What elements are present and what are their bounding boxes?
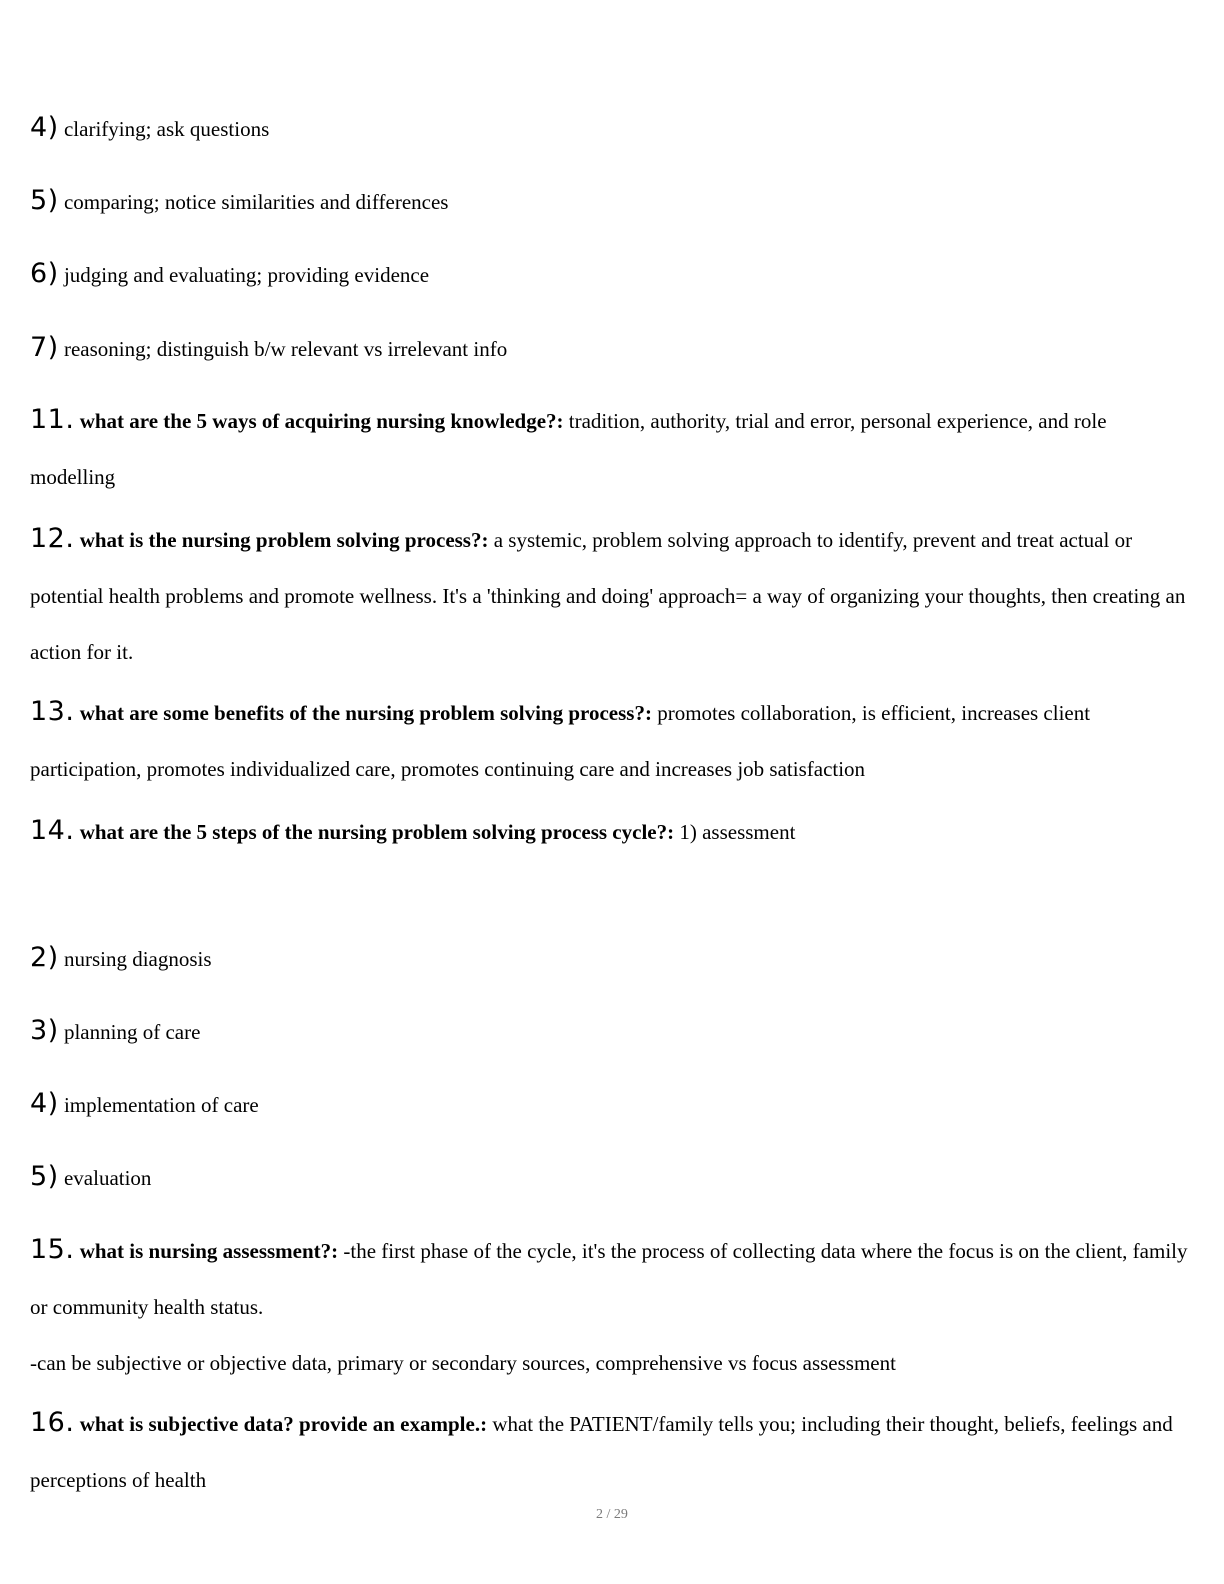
question-text: what is the nursing problem solving process?: [79,528,489,552]
item-number: 2) [30,942,59,973]
item-number: 6) [30,258,59,289]
list-item [30,173,1190,230]
list-item [30,1003,1190,1060]
answer-text: tradition, authority, trial and error, personal experience, and role modelling [30,409,1107,489]
list-item [30,1149,1190,1206]
list-item [30,246,1190,303]
answer-text: -the first phase of the cycle, it's the process of collecting data where the focus is on the client, family or community health status. [30,1239,1188,1319]
question-16 [30,1395,1190,1508]
question-11 [30,392,1190,505]
item-text: nursing diagnosis [63,947,212,971]
question-text: what are some benefits of the nursing problem solving process?: [79,701,652,725]
question-number: 11. [30,404,75,435]
answer-text: promotes collaboration, is efficient, increases client participation, promotes individualized care, promotes continuing care and increases job satisfaction [30,701,1091,781]
question-number: 16. [30,1407,75,1438]
item-text: implementation of care [63,1093,259,1117]
item-number: 4) [30,1088,59,1119]
answer-text: what the PATIENT/family tells you; including their thought, beliefs, feelings and perceptions of health [30,1412,1173,1492]
item-number: 4) [30,112,59,143]
question-number: 12. [30,523,75,554]
answer-text: 1) assessment [679,820,796,844]
question-text: what is subjective data? provide an example.: [79,1412,488,1436]
question-number: 14. [30,815,75,846]
item-text: clarifying; ask questions [63,117,270,141]
question-13 [30,684,1190,797]
item-number: 7) [30,332,59,363]
question-14 [30,803,1190,860]
item-text: planning of care [63,1020,201,1044]
answer-text-continued: -can be subjective or objective data, primary or secondary sources, comprehensive vs focus assessment [30,1351,896,1375]
question-12 [30,511,1190,680]
item-text: comparing; notice similarities and differences [63,190,449,214]
question-text: what are the 5 ways of acquiring nursing knowledge?: [79,409,564,433]
item-number: 5) [30,185,59,216]
list-item [30,320,1190,377]
list-item [30,930,1190,987]
item-text: reasoning; distinguish b/w relevant vs irrelevant info [63,337,508,361]
question-text: what is nursing assessment?: [79,1239,339,1263]
answer-text: a systemic, problem solving approach to identify, prevent and treat actual or potential health problems and promote wellness. It's a 'thinking and doing' approach= a way of organizing your thoughts, then creating an action for it. [30,528,1186,664]
list-item [30,100,1190,157]
item-text: evaluation [63,1166,152,1190]
page-number: 2 / 29 [596,1507,628,1522]
item-text: judging and evaluating; providing evidence [63,263,430,287]
question-15 [30,1222,1190,1391]
list-item [30,1076,1190,1133]
item-number: 3) [30,1015,59,1046]
item-number: 5) [30,1161,59,1192]
question-number: 15. [30,1234,75,1265]
question-text: what are the 5 steps of the nursing problem solving process cycle?: [79,820,675,844]
question-number: 13. [30,696,75,727]
